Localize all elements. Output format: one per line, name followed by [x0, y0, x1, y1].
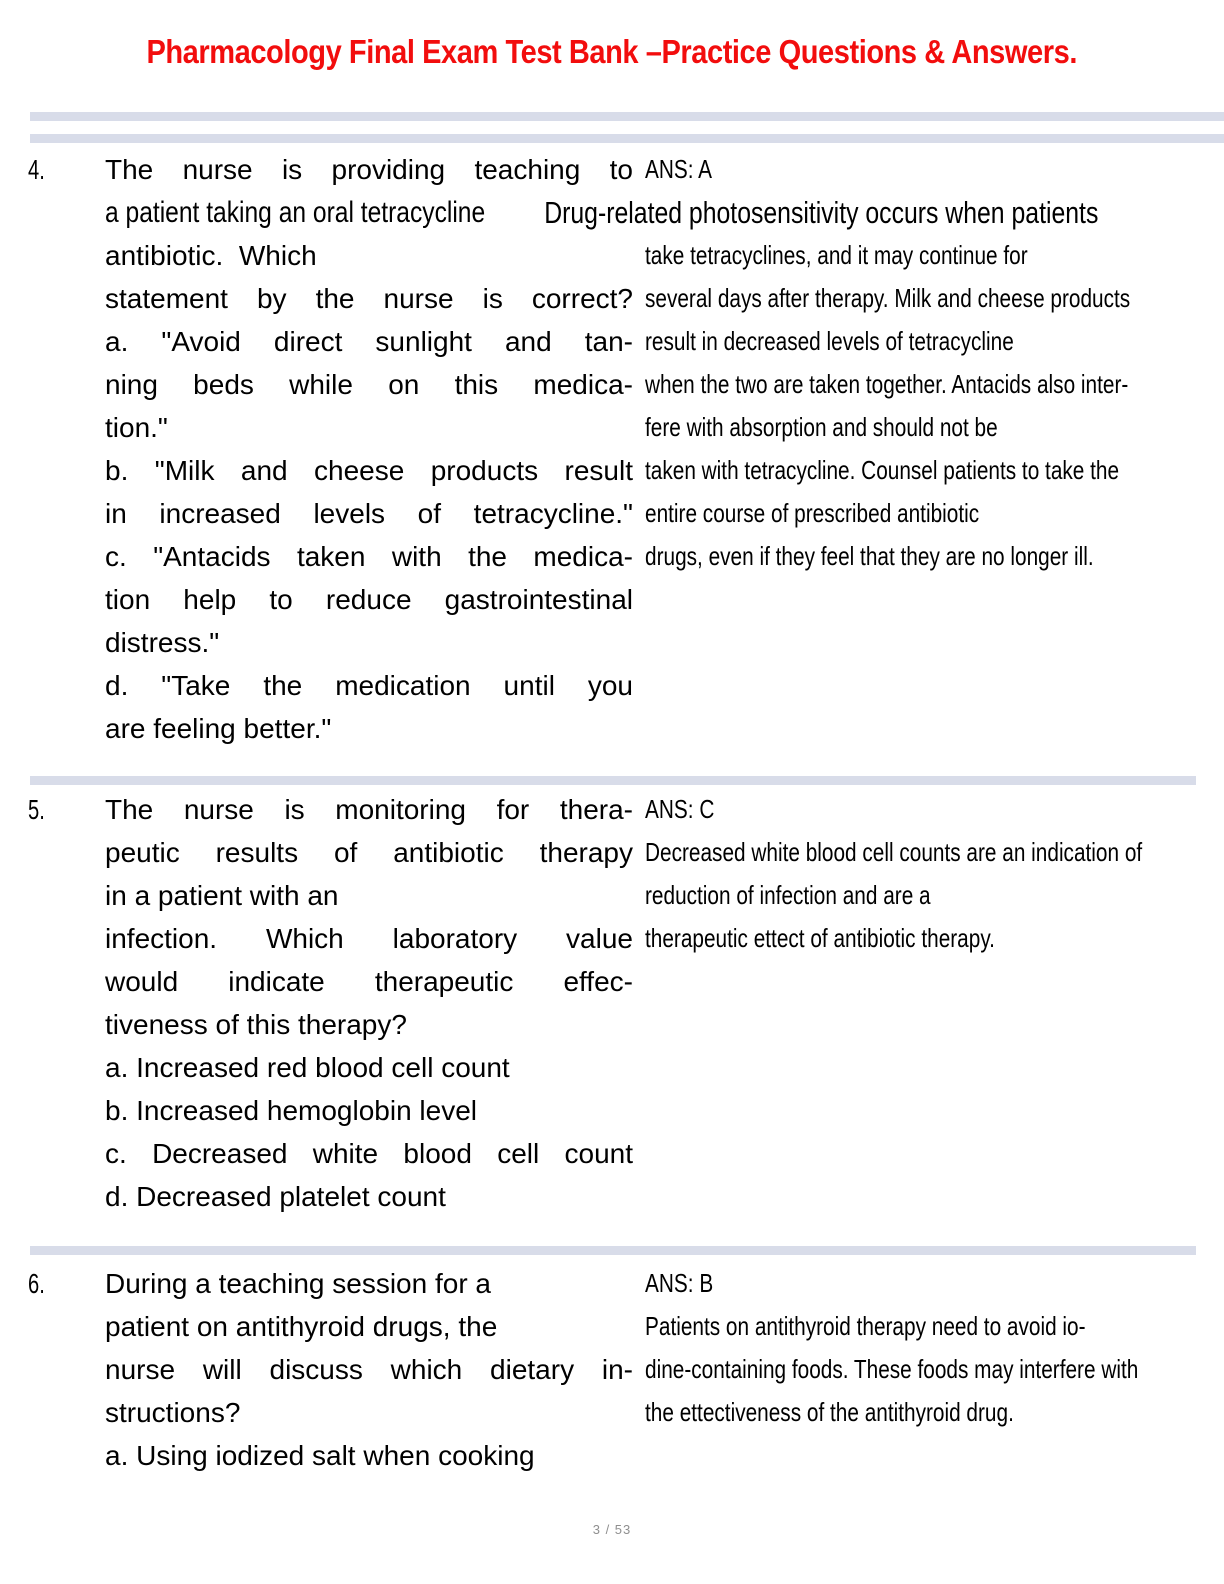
text-line: a patient taking an oral tetracycline: [105, 196, 486, 229]
text-line: tion.": [105, 412, 168, 443]
text-line: when the two are taken together. Antacids also inter-: [645, 369, 1129, 399]
text-line: are feeling better.": [105, 713, 332, 744]
text-line: the ettectiveness of the antithyroid drug.: [645, 1397, 1014, 1427]
text-line: The nurse is providing teaching to: [105, 154, 633, 185]
text-line: in a patient with an: [105, 880, 339, 911]
text-line: therapeutic ettect of antibiotic therapy.: [645, 923, 995, 953]
text-line: ning beds while on this medica-: [105, 369, 633, 400]
text-line: During a teaching session for a: [105, 1268, 491, 1299]
text-line: distress.": [105, 627, 220, 658]
text-line: fere with absorption and should not be: [645, 412, 998, 442]
text-line: take tetracyclines, and it may continue for: [645, 240, 1028, 270]
answer-inner: [645, 788, 1224, 960]
text-line: tiveness of this therapy?: [105, 1009, 407, 1040]
text-line: dine-containing foods. These foods may interfere with: [645, 1354, 1139, 1384]
text-line: Patients on antithyroid therapy need to avoid io-: [645, 1311, 1086, 1341]
text-line: a. Using iodized salt when cooking: [105, 1440, 535, 1471]
text-line: several days after therapy. Milk and cheese products: [645, 283, 1131, 313]
text-line: statement by the nurse is correct?: [105, 283, 633, 314]
text-line: reduction of infection and are a: [645, 880, 931, 910]
answer-label: ANS: C: [645, 794, 715, 824]
page-title-text: Pharmacology Final Exam Test Bank –Practice Questions & Answers.: [146, 33, 1078, 70]
question-text: [105, 788, 633, 1218]
answer-block: [544, 148, 1224, 578]
answer-explanation: [544, 191, 1224, 578]
text-line: b. Increased hemoglobin level: [105, 1095, 478, 1126]
answer-block: [645, 1262, 1224, 1434]
answer-explanation: [645, 831, 1224, 960]
text-line: nurse will discuss which dietary in-: [105, 1354, 633, 1385]
answer-inner: [544, 148, 1224, 578]
text-line: infection. Which laboratory value: [105, 923, 633, 954]
text-line: c. "Antacids taken with the medica-: [105, 541, 633, 572]
question-number: 6.: [28, 1268, 45, 1299]
text-line: b. "Milk and cheese products result: [105, 455, 633, 486]
text-line: a. Increased red blood cell count: [105, 1052, 510, 1083]
question-text: [105, 148, 633, 750]
divider-bar: [30, 134, 1224, 143]
text-line: tion help to reduce gastrointestinal: [105, 584, 633, 615]
text-line: d. "Take the medication until you: [105, 670, 633, 701]
text-line: patient on antithyroid drugs, the: [105, 1311, 498, 1342]
text-line: a. "Avoid direct sunlight and tan-: [105, 326, 633, 357]
text-line: entire course of prescribed antibiotic: [645, 498, 980, 528]
text-line: peutic results of antibiotic therapy: [105, 837, 633, 868]
divider-bar: [30, 1246, 1196, 1255]
question-number: 4.: [28, 154, 45, 185]
text-line: in increased levels of tetracycline.": [105, 498, 633, 529]
answer-label: ANS: B: [645, 1268, 714, 1298]
text-line: drugs, even if they feel that they are no longer ill.: [645, 541, 1094, 571]
text-line: taken with tetracycline. Counsel patients to take the: [645, 455, 1120, 485]
text-line: Drug-related photosensitivity occurs when patients: [544, 195, 1099, 230]
page-title: [0, 33, 1224, 71]
text-line: Decreased white blood cell counts are an indication of: [645, 837, 1143, 867]
text-line: would indicate therapeutic effec-: [105, 966, 633, 997]
text-line: d. Decreased platelet count: [105, 1181, 446, 1212]
page-number: 3 / 53: [592, 1522, 632, 1537]
answer-inner: [645, 1262, 1224, 1434]
divider-bar: [30, 776, 1196, 785]
answer-block: [645, 788, 1224, 960]
text-line: result in decreased levels of tetracycline: [645, 326, 1014, 356]
text-line: c. Decreased white blood cell count: [105, 1138, 633, 1169]
text-line: antibiotic. Which: [105, 240, 317, 271]
text-line: The nurse is monitoring for thera-: [105, 794, 633, 825]
question-number: 5.: [28, 794, 45, 825]
answer-explanation: [645, 1305, 1224, 1434]
answer-label: ANS: A: [645, 154, 713, 184]
divider-bar: [30, 112, 1224, 121]
text-line: structions?: [105, 1397, 241, 1428]
question-text: [105, 1262, 633, 1477]
